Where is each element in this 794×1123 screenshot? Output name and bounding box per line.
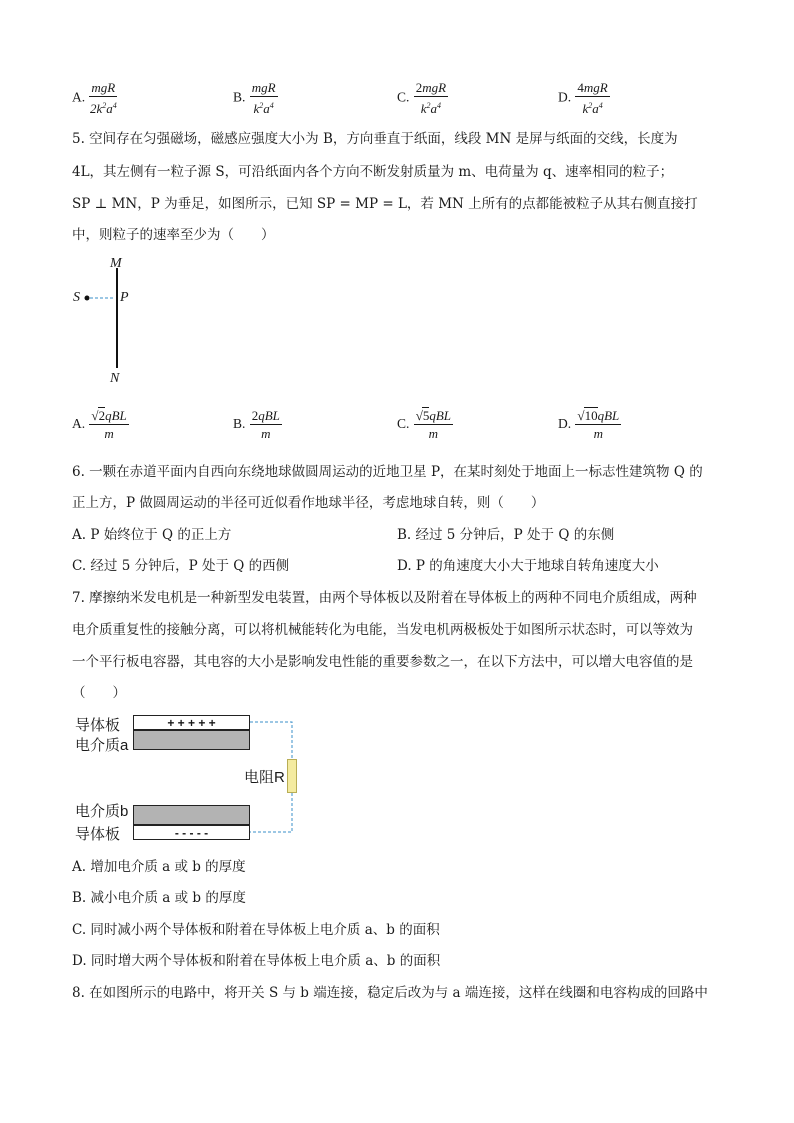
q7-option-d: D. 同时增大两个导体板和附着在导体板上电介质 a、b 的面积 [72, 953, 441, 969]
label-p: P [120, 290, 129, 305]
q5-option-c: C. $\frac{\text{√5qBL}}{m}$ [397, 408, 451, 441]
q7-line-1: 7. 摩擦纳米发电机是一种新型发电装置，由两个导体板以及附着在导体板上的两种不同电介质组成，两种 [72, 590, 697, 606]
q5-line-2: 4L，其左侧有一粒子源 S，可沿纸面内各个方向不断发射质量为 m、电荷量为 q、速率相同的粒子； [72, 164, 674, 180]
q5-option-a: A. $\frac{\text{√2qBL}}{m}$ [72, 408, 127, 441]
label-bottom-conductor: 导体板 [75, 826, 121, 843]
label-n: N [110, 371, 120, 386]
q4-option-c: C. $\frac{\text{2mgR}}{k^2a^4}$ [397, 80, 447, 116]
q7-wires [245, 715, 305, 840]
label-m: M [110, 256, 122, 271]
q7-option-a: A. 增加电介质 a 或 b 的厚度 [72, 859, 246, 875]
q4-option-b-fraction: $\frac{\text{mgR}}{k^2a^4}$ [251, 80, 276, 116]
top-conductor-plate [133, 715, 250, 730]
source-s-dot [85, 296, 90, 301]
q6-option-c: C. 经过 5 分钟后，P 处于 Q 的西侧 [72, 558, 290, 574]
q4-option-a: A. $\frac{\text{mgR}}{2k^2a^4}$ [72, 80, 117, 116]
q6-option-b: B. 经过 5 分钟后，P 处于 Q 的东侧 [397, 527, 615, 543]
q5-line-1: 5. 空间存在匀强磁场，磁感应强度大小为 B，方向垂直于纸面，线段 MN 是屏与纸面的交线，长度为 [72, 131, 678, 147]
q7-line-4: （ ） [72, 685, 126, 701]
q4-option-b: B. $\frac{\text{mgR}}{k^2a^4}$ [233, 80, 276, 116]
q4-option-d-fraction: $\frac{\text{4mgR}}{k^2a^4}$ [577, 80, 608, 116]
dielectric-a-layer [133, 730, 250, 750]
label-dielectric-b: 电介质b [75, 803, 129, 820]
top-wire [250, 722, 292, 759]
q5-option-b: B. $\frac{\text{2qBL}}{m}$ [233, 408, 280, 441]
bottom-wire [250, 793, 292, 832]
label-top-conductor: 导体板 [75, 717, 121, 734]
label-s: S [73, 290, 80, 305]
label-resistor: 电阻R [244, 769, 285, 786]
q4-option-d: D. $\frac{\text{4mgR}}{k^2a^4}$ [558, 80, 608, 116]
negative-charges: - - - - - [174, 825, 209, 840]
q6-line-1: 6. 一颗在赤道平面内自西向东绕地球做圆周运动的近地卫星 P，在某时刻处于地面上一标志性建筑物 Q 的 [72, 464, 703, 480]
q6-option-d: D. P 的角速度大小大于地球自转角速度大小 [397, 558, 659, 574]
dielectric-b-layer [133, 805, 250, 825]
q7-option-c: C. 同时减小两个导体板和附着在导体板上电介质 a、b 的面积 [72, 922, 440, 938]
q7-line-3: 一个平行板电容器，其电容的大小是影响发电性能的重要参数之一，在以下方法中，可以增大电容值的是 [72, 654, 693, 670]
q7-option-b: B. 减小电介质 a 或 b 的厚度 [72, 890, 246, 906]
positive-charges: + + + + + [167, 715, 216, 730]
label-dielectric-a: 电介质a [75, 737, 129, 754]
q6-line-2: 正上方，P 做圆周运动的半径可近似看作地球半径，考虑地球自转，则（ ） [72, 495, 545, 511]
bottom-conductor-plate [133, 825, 250, 840]
q6-option-a: A. P 始终位于 Q 的正上方 [72, 527, 232, 543]
q4-option-a-fraction: $\frac{\text{mgR}}{2k^2a^4}$ [89, 80, 117, 116]
q7-line-2: 电介质重复性的接触分离，可以将机械能转化为电能，当发电机两极板处于如图所示状态时，可以等效为 [72, 622, 693, 638]
q5-line-4: 中，则粒子的速率至少为（ ） [72, 227, 275, 243]
q5-line-3: SP ⊥ MN，P 为垂足，如图所示，已知 SP = MP = L，若 MN 上所有的点都能被粒子从其右侧直接打 [72, 196, 698, 212]
q5-option-d: D. $\frac{\text{√10qBL}}{m}$ [558, 408, 620, 441]
q4-option-c-fraction: $\frac{\text{2mgR}}{k^2a^4}$ [415, 80, 447, 116]
q8-line-1: 8. 在如图所示的电路中，将开关 S 与 b 端连接，稳定后改为与 a 端连接，这样在线圈和电容构成的回路中 [72, 985, 708, 1001]
